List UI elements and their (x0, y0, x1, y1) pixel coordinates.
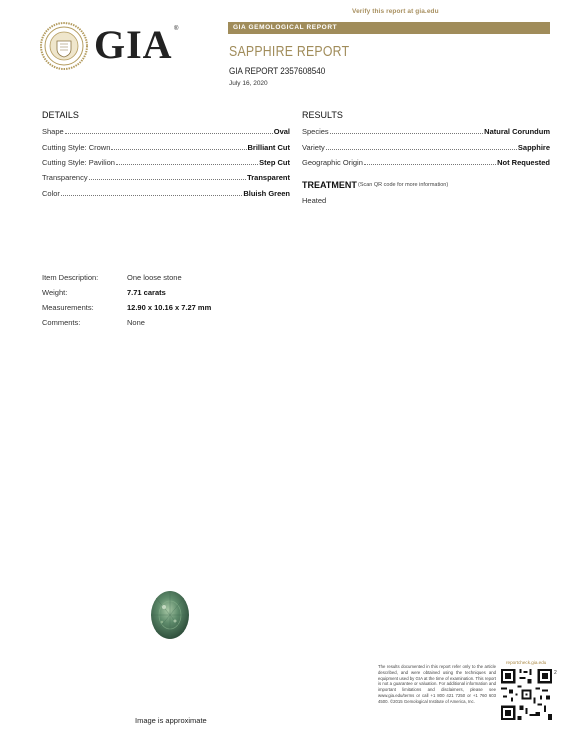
report-number: GIA REPORT 2357608540 (229, 66, 326, 77)
verify-link[interactable]: Verify this report at gia.edu (352, 8, 439, 15)
details-row-transparency: Transparency Transparent (42, 173, 290, 182)
treatment-heading: TREATMENT (302, 180, 357, 190)
image-caption: Image is approximate (135, 716, 207, 725)
info-label-measurements: Measurements: (42, 303, 94, 312)
band-title: GIA GEMOLOGICAL REPORT (233, 24, 338, 31)
results-row-species: Species Natural Corundum (302, 127, 550, 136)
info-label-weight: Weight: (42, 288, 68, 297)
info-value-measurements: 12.90 x 10.16 x 7.27 mm (127, 303, 212, 312)
report-date: July 16, 2020 (229, 80, 268, 87)
results-row-variety: Variety Sapphire (302, 143, 550, 152)
treatment-value: Heated (302, 196, 327, 205)
gia-logo-text: GIA (94, 22, 173, 67)
info-label-description: Item Description: (42, 273, 99, 282)
details-row-pavilion: Cutting Style: Pavilion Step Cut (42, 158, 290, 167)
info-value-comments: None (127, 318, 145, 327)
report-title: SAPPHIRE REPORT (229, 43, 350, 60)
qr-code-icon[interactable] (501, 669, 552, 720)
results-heading: RESULTS (302, 110, 343, 120)
sapphire-image (150, 590, 190, 640)
details-heading: DETAILS (42, 110, 79, 120)
page-number: 2 (554, 670, 557, 676)
gia-seal-icon (40, 22, 88, 70)
results-row-origin: Geographic Origin Not Requested (302, 158, 550, 167)
details-row-crown: Cutting Style: Crown Brilliant Cut (42, 143, 290, 152)
registered-mark: ® (174, 26, 179, 32)
disclaimer-text: The results documented in this report refer only to the article described, and were obtained using the techniques and equipment used by GIA at the time of examination. This report is not a guarantee or valuation. For additional information and important limitations and disclaimers, please see www.gia.edu/terms or call +1 800 421 7250 or +1 760 603 4500. ©2015 Gemological Institute of America, Inc. (378, 664, 496, 704)
info-value-description: One loose stone (127, 273, 182, 282)
treatment-note: (Scan QR code for more information) (358, 182, 449, 188)
info-label-comments: Comments: (42, 318, 81, 327)
details-row-color: Color Bluish Green (42, 189, 290, 198)
reportcheck-link[interactable]: reportcheck.gia.edu (506, 660, 547, 665)
details-row-shape: Shape Oval (42, 127, 290, 136)
info-value-weight: 7.71 carats (127, 288, 166, 297)
